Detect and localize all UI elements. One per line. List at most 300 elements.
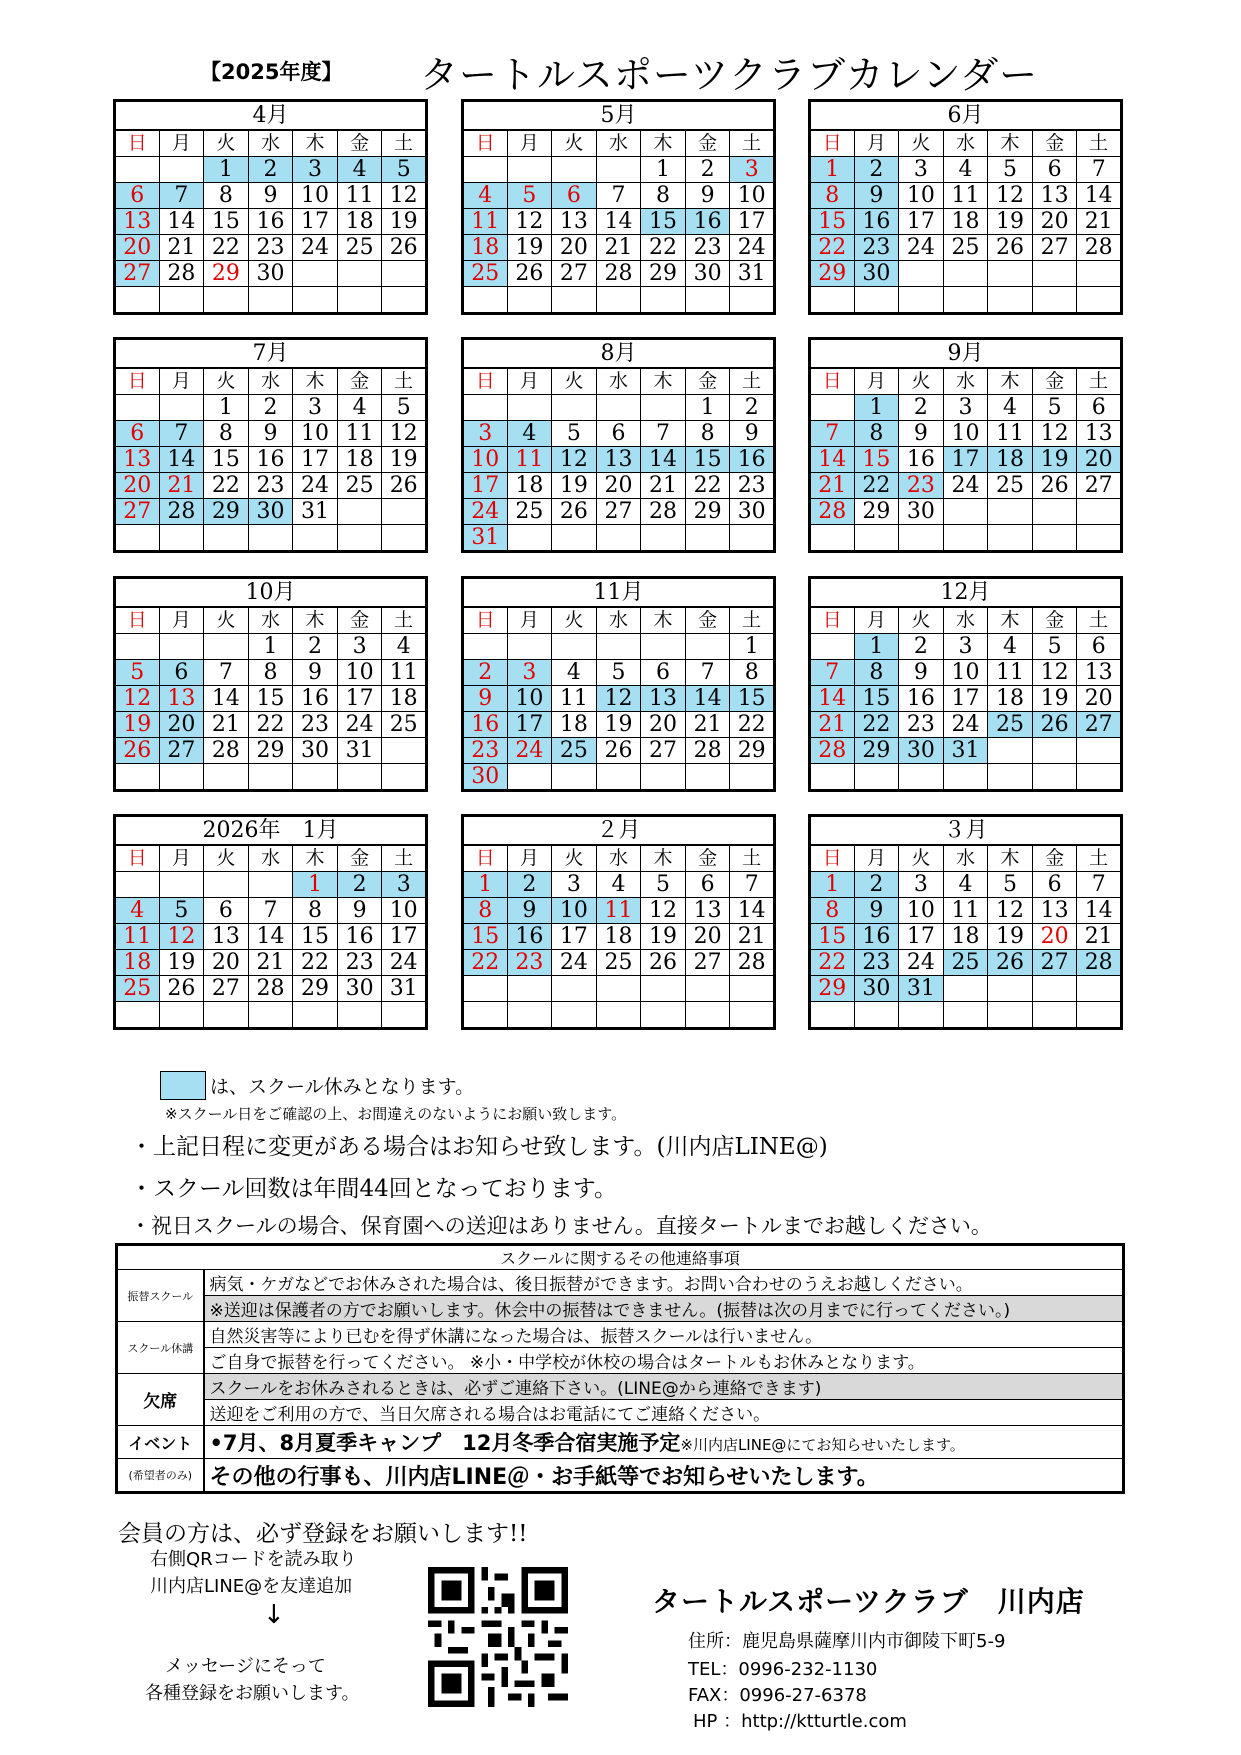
club-homepage[interactable]: HP ：http://ktturtle.com	[693, 1711, 907, 1732]
club-fax: FAX：0996-27-6378	[688, 1685, 867, 1706]
empty-cell	[248, 1002, 293, 1029]
weekday-label: 金	[1032, 368, 1077, 395]
day-cell: 21	[248, 950, 293, 976]
empty-cell	[115, 1002, 160, 1029]
day-cell: 21	[159, 235, 204, 261]
weekday-label: 日	[463, 845, 508, 872]
day-cell: 2	[854, 872, 899, 898]
day-cell: 25	[596, 950, 641, 976]
month-calendar	[113, 99, 428, 315]
day-cell: 2	[248, 157, 293, 183]
weekday-label: 火	[552, 130, 597, 157]
month-calendar	[461, 576, 776, 792]
weekday-label: 土	[382, 130, 427, 157]
weekday-label: 木	[641, 607, 686, 634]
month-title: 9月	[810, 339, 1122, 369]
day-cell: 9	[463, 686, 508, 712]
weekday-label: 日	[115, 607, 160, 634]
day-cell: 15	[463, 924, 508, 950]
day-cell: 24	[382, 950, 427, 976]
day-cell: 27	[596, 499, 641, 525]
month-title: 12月	[810, 578, 1122, 608]
day-cell: 29	[204, 261, 249, 287]
day-cell: 20	[204, 950, 249, 976]
day-cell: 21	[204, 712, 249, 738]
day-cell: 19	[159, 950, 204, 976]
empty-cell	[943, 1002, 988, 1029]
day-cell: 12	[382, 421, 427, 447]
day-cell: 24	[507, 738, 552, 764]
day-cell: 20	[596, 473, 641, 499]
day-cell: 20	[1077, 447, 1122, 473]
day-cell: 7	[810, 421, 855, 447]
day-cell: 1	[204, 395, 249, 421]
empty-cell	[337, 287, 382, 314]
day-cell: 22	[685, 473, 730, 499]
day-cell: 21	[730, 924, 775, 950]
day-cell: 12	[552, 447, 597, 473]
day-cell: 28	[810, 738, 855, 764]
day-cell: 19	[1032, 686, 1077, 712]
empty-cell	[293, 261, 338, 287]
day-cell: 18	[337, 447, 382, 473]
empty-cell	[507, 287, 552, 314]
event-line-1	[204, 1426, 1124, 1459]
weekday-label: 火	[552, 607, 597, 634]
weekday-label: 月	[854, 845, 899, 872]
month-calendar	[461, 99, 776, 315]
empty-cell	[159, 764, 204, 791]
day-cell: 11	[463, 209, 508, 235]
day-cell: 15	[730, 686, 775, 712]
day-cell: 4	[943, 872, 988, 898]
empty-cell	[988, 764, 1033, 791]
day-cell: 26	[596, 738, 641, 764]
day-cell: 2	[248, 395, 293, 421]
empty-cell	[382, 1002, 427, 1029]
empty-cell	[463, 1002, 508, 1029]
day-cell: 21	[685, 712, 730, 738]
day-cell: 24	[943, 712, 988, 738]
weekday-label: 金	[1032, 607, 1077, 634]
day-cell: 26	[507, 261, 552, 287]
weekday-label: 月	[507, 845, 552, 872]
day-cell: 19	[382, 447, 427, 473]
day-cell: 7	[641, 421, 686, 447]
weekday-label: 土	[1077, 130, 1122, 157]
empty-cell	[596, 525, 641, 552]
weekday-label: 金	[685, 845, 730, 872]
day-cell: 2	[293, 634, 338, 660]
day-cell: 25	[988, 473, 1033, 499]
day-cell: 2	[899, 395, 944, 421]
day-cell: 6	[1077, 634, 1122, 660]
empty-cell	[1077, 738, 1122, 764]
empty-cell	[382, 261, 427, 287]
empty-cell	[641, 634, 686, 660]
day-cell: 9	[854, 183, 899, 209]
day-cell: 6	[596, 421, 641, 447]
day-cell: 9	[248, 421, 293, 447]
day-cell: 12	[641, 898, 686, 924]
day-cell: 23	[685, 235, 730, 261]
empty-cell	[204, 525, 249, 552]
day-cell: 20	[1077, 686, 1122, 712]
month-calendar	[808, 814, 1123, 1030]
weekday-label: 木	[641, 845, 686, 872]
empty-cell	[1077, 499, 1122, 525]
day-cell: 21	[810, 473, 855, 499]
day-cell: 24	[293, 473, 338, 499]
empty-cell	[943, 261, 988, 287]
day-cell: 3	[337, 634, 382, 660]
day-cell: 11	[337, 421, 382, 447]
day-cell: 29	[730, 738, 775, 764]
month-calendar	[808, 99, 1123, 315]
day-cell: 25	[337, 473, 382, 499]
day-cell: 4	[988, 395, 1033, 421]
weekday-label: 日	[810, 368, 855, 395]
day-cell: 25	[382, 712, 427, 738]
empty-cell	[552, 525, 597, 552]
weekday-label: 土	[382, 845, 427, 872]
day-cell: 23	[248, 235, 293, 261]
day-cell: 14	[810, 447, 855, 473]
day-cell: 21	[1077, 209, 1122, 235]
day-cell: 28	[596, 261, 641, 287]
empty-cell	[596, 1002, 641, 1029]
day-cell: 3	[293, 157, 338, 183]
day-cell: 27	[1077, 712, 1122, 738]
day-cell: 27	[204, 976, 249, 1002]
weekday-label: 金	[337, 845, 382, 872]
day-cell: 30	[293, 738, 338, 764]
empty-cell	[899, 525, 944, 552]
registration-step1-line2: 川内店LINE@を友達追加	[150, 1576, 353, 1597]
empty-cell	[159, 872, 204, 898]
day-cell: 7	[685, 660, 730, 686]
day-cell: 5	[596, 660, 641, 686]
empty-cell	[1077, 261, 1122, 287]
empty-cell	[204, 287, 249, 314]
furikae-line-1: 病気・ケガなどでお休みされた場合は、後日振替ができます。お問い合わせのうえお越しください。	[204, 1270, 1124, 1296]
empty-cell	[730, 976, 775, 1002]
empty-cell	[943, 499, 988, 525]
empty-cell	[463, 395, 508, 421]
day-cell: 29	[293, 976, 338, 1002]
day-cell: 2	[685, 157, 730, 183]
day-cell: 10	[943, 421, 988, 447]
weekday-label: 水	[596, 845, 641, 872]
weekday-label: 日	[463, 130, 508, 157]
day-cell: 24	[943, 473, 988, 499]
weekday-label: 水	[248, 845, 293, 872]
day-cell: 26	[1032, 712, 1077, 738]
day-cell: 7	[596, 183, 641, 209]
kesseki-label: 欠席	[117, 1374, 204, 1426]
month-title: 8月	[463, 339, 775, 369]
empty-cell	[382, 764, 427, 791]
empty-cell	[159, 1002, 204, 1029]
day-cell: 11	[943, 898, 988, 924]
empty-cell	[552, 1002, 597, 1029]
day-cell: 20	[115, 473, 160, 499]
empty-cell	[899, 1002, 944, 1029]
month-calendar	[113, 576, 428, 792]
day-cell: 19	[507, 235, 552, 261]
empty-cell	[943, 764, 988, 791]
empty-cell	[810, 634, 855, 660]
day-cell: 9	[507, 898, 552, 924]
weekday-label: 金	[685, 607, 730, 634]
weekday-label: 日	[115, 130, 160, 157]
day-cell: 6	[685, 872, 730, 898]
day-cell: 12	[1032, 660, 1077, 686]
day-cell: 2	[337, 872, 382, 898]
weekday-label: 土	[730, 130, 775, 157]
day-cell: 9	[730, 421, 775, 447]
weekday-label: 水	[248, 368, 293, 395]
day-cell: 22	[854, 712, 899, 738]
event-line-2: その他の行事も、川内店LINE＠・お手紙等でお知らせいたします。	[204, 1459, 1124, 1493]
day-cell: 9	[293, 660, 338, 686]
empty-cell	[1077, 764, 1122, 791]
day-cell: 21	[596, 235, 641, 261]
day-cell: 28	[810, 499, 855, 525]
day-cell: 17	[730, 209, 775, 235]
day-cell: 4	[115, 898, 160, 924]
weekday-label: 火	[204, 845, 249, 872]
empty-cell	[854, 525, 899, 552]
day-cell: 5	[382, 395, 427, 421]
day-cell: 11	[507, 447, 552, 473]
empty-cell	[810, 764, 855, 791]
empty-cell	[988, 738, 1033, 764]
day-cell: 10	[899, 183, 944, 209]
day-cell: 3	[899, 157, 944, 183]
day-cell: 30	[899, 738, 944, 764]
day-cell: 12	[988, 183, 1033, 209]
weekday-label: 水	[943, 368, 988, 395]
weekday-label: 日	[810, 130, 855, 157]
day-cell: 14	[159, 447, 204, 473]
day-cell: 18	[552, 712, 597, 738]
day-cell: 4	[337, 395, 382, 421]
day-cell: 4	[596, 872, 641, 898]
day-cell: 27	[685, 950, 730, 976]
weekday-label: 日	[463, 368, 508, 395]
day-cell: 15	[854, 447, 899, 473]
day-cell: 10	[899, 898, 944, 924]
day-cell: 2	[507, 872, 552, 898]
day-cell: 29	[204, 499, 249, 525]
weekday-label: 月	[159, 845, 204, 872]
day-cell: 14	[596, 209, 641, 235]
empty-cell	[507, 1002, 552, 1029]
weekday-label: 土	[1077, 607, 1122, 634]
notice-count: ・スクール回数は年間44回となっております。	[130, 1176, 617, 1202]
day-cell: 7	[1077, 157, 1122, 183]
day-cell: 14	[641, 447, 686, 473]
empty-cell	[988, 287, 1033, 314]
day-cell: 3	[730, 157, 775, 183]
empty-cell	[1032, 976, 1077, 1002]
day-cell: 29	[685, 499, 730, 525]
day-cell: 15	[810, 924, 855, 950]
day-cell: 31	[382, 976, 427, 1002]
day-cell: 24	[293, 235, 338, 261]
day-cell: 22	[204, 473, 249, 499]
day-cell: 12	[988, 898, 1033, 924]
day-cell: 15	[204, 447, 249, 473]
day-cell: 16	[248, 209, 293, 235]
weekday-label: 月	[854, 130, 899, 157]
weekday-label: 月	[159, 607, 204, 634]
day-cell: 14	[204, 686, 249, 712]
day-cell: 7	[730, 872, 775, 898]
kyuko-line-1: 自然災害等により已むを得ず休講になった場合は、振替スクールは行いません。	[204, 1322, 1124, 1348]
day-cell: 5	[1032, 395, 1077, 421]
empty-cell	[685, 525, 730, 552]
weekday-label: 木	[293, 130, 338, 157]
kesseki-line-2: 送迎をご利用の方で、当日欠席される場合はお電話にてご連絡ください。	[204, 1400, 1124, 1426]
empty-cell	[507, 634, 552, 660]
day-cell: 25	[115, 976, 160, 1002]
empty-cell	[988, 499, 1033, 525]
empty-cell	[641, 395, 686, 421]
day-cell: 15	[293, 924, 338, 950]
empty-cell	[1032, 261, 1077, 287]
day-cell: 30	[248, 261, 293, 287]
day-cell: 14	[159, 209, 204, 235]
day-cell: 30	[248, 499, 293, 525]
day-cell: 19	[1032, 447, 1077, 473]
day-cell: 28	[159, 499, 204, 525]
weekday-label: 金	[1032, 130, 1077, 157]
empty-cell	[730, 525, 775, 552]
weekday-label: 月	[854, 607, 899, 634]
day-cell: 1	[854, 395, 899, 421]
day-cell: 22	[810, 950, 855, 976]
day-cell: 26	[552, 499, 597, 525]
day-cell: 19	[552, 473, 597, 499]
empty-cell	[507, 976, 552, 1002]
empty-cell	[337, 261, 382, 287]
day-cell: 28	[730, 950, 775, 976]
day-cell: 13	[1077, 421, 1122, 447]
weekday-label: 水	[943, 607, 988, 634]
empty-cell	[248, 872, 293, 898]
day-cell: 23	[293, 712, 338, 738]
empty-cell	[596, 634, 641, 660]
day-cell: 21	[159, 473, 204, 499]
day-cell: 28	[685, 738, 730, 764]
day-cell: 14	[810, 686, 855, 712]
day-cell: 26	[988, 950, 1033, 976]
weekday-label: 月	[507, 130, 552, 157]
day-cell: 12	[596, 686, 641, 712]
day-cell: 15	[204, 209, 249, 235]
month-title: 5月	[463, 101, 775, 131]
day-cell: 14	[1077, 898, 1122, 924]
day-cell: 11	[115, 924, 160, 950]
day-cell: 1	[854, 634, 899, 660]
day-cell: 8	[463, 898, 508, 924]
day-cell: 10	[463, 447, 508, 473]
day-cell: 27	[641, 738, 686, 764]
day-cell: 24	[337, 712, 382, 738]
empty-cell	[159, 157, 204, 183]
day-cell: 11	[337, 183, 382, 209]
day-cell: 22	[730, 712, 775, 738]
day-cell: 17	[382, 924, 427, 950]
day-cell: 13	[596, 447, 641, 473]
empty-cell	[115, 395, 160, 421]
empty-cell	[507, 157, 552, 183]
event-label: イベント	[117, 1426, 204, 1459]
day-cell: 1	[463, 872, 508, 898]
empty-cell	[1077, 287, 1122, 314]
day-cell: 14	[1077, 183, 1122, 209]
empty-cell	[552, 395, 597, 421]
empty-cell	[899, 764, 944, 791]
day-cell: 8	[810, 898, 855, 924]
day-cell: 30	[730, 499, 775, 525]
empty-cell	[248, 525, 293, 552]
line-qr-code[interactable]	[428, 1567, 568, 1707]
day-cell: 22	[810, 235, 855, 261]
weekday-label: 木	[293, 607, 338, 634]
day-cell: 25	[507, 499, 552, 525]
weekday-label: 水	[943, 845, 988, 872]
empty-cell	[382, 738, 427, 764]
empty-cell	[596, 976, 641, 1002]
day-cell: 10	[337, 660, 382, 686]
weekday-label: 火	[899, 845, 944, 872]
day-cell: 8	[204, 421, 249, 447]
day-cell: 1	[810, 872, 855, 898]
day-cell: 21	[1077, 924, 1122, 950]
day-cell: 19	[988, 209, 1033, 235]
day-cell: 9	[337, 898, 382, 924]
day-cell: 17	[943, 447, 988, 473]
month-calendar	[461, 337, 776, 553]
day-cell: 10	[293, 183, 338, 209]
day-cell: 11	[596, 898, 641, 924]
month-title: 2026年 1月	[115, 816, 427, 846]
weekday-label: 日	[115, 368, 160, 395]
day-cell: 3	[552, 872, 597, 898]
day-cell: 11	[382, 660, 427, 686]
day-cell: 9	[899, 660, 944, 686]
day-cell: 13	[115, 447, 160, 473]
empty-cell	[507, 525, 552, 552]
day-cell: 1	[248, 634, 293, 660]
day-cell: 13	[641, 686, 686, 712]
day-cell: 2	[730, 395, 775, 421]
empty-cell	[337, 764, 382, 791]
day-cell: 25	[943, 950, 988, 976]
day-cell: 3	[943, 395, 988, 421]
day-cell: 14	[248, 924, 293, 950]
day-cell: 5	[641, 872, 686, 898]
day-cell: 16	[293, 686, 338, 712]
day-cell: 18	[337, 209, 382, 235]
day-cell: 5	[382, 157, 427, 183]
day-cell: 5	[507, 183, 552, 209]
month-calendar	[113, 337, 428, 553]
day-cell: 10	[943, 660, 988, 686]
